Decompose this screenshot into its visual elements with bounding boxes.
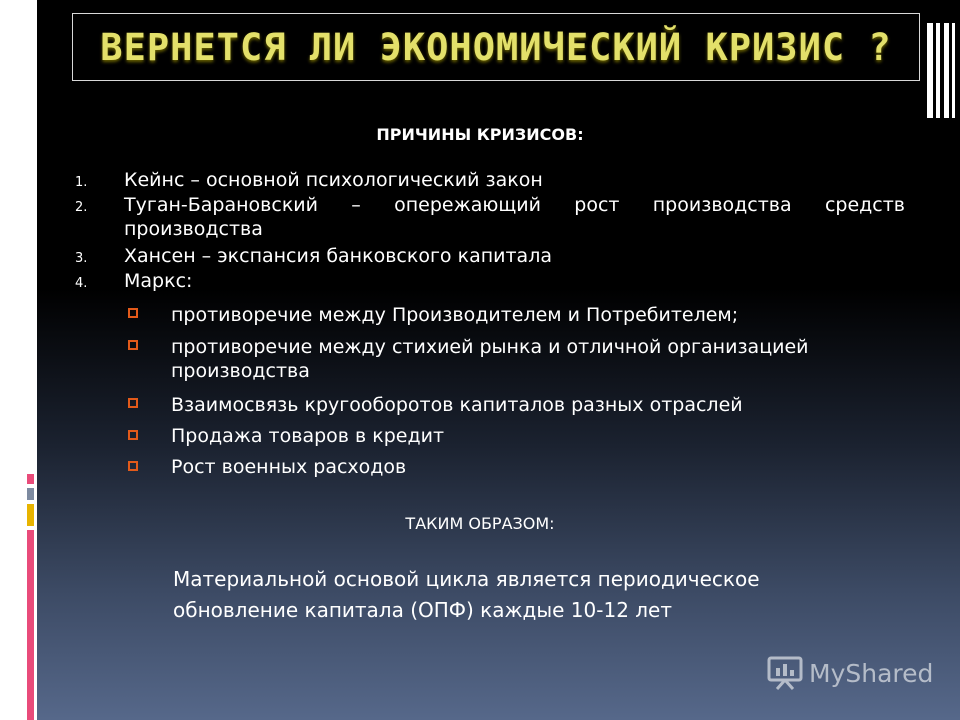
bullet-item: Продажа товаров в кредит [171,425,445,447]
title-frame [72,13,920,81]
list-item: Маркс: [124,270,193,292]
right-decor-bars [927,23,960,118]
list-number: 1. [75,175,88,190]
bullet-item: Рост военных расходов [171,456,407,478]
slide-title: ВЕРНЕТСЯ ЛИ ЭКОНОМИЧЕСКИЙ КРИЗИС ? [100,26,892,69]
conclusion-heading: ТАКИМ ОБРАЗОМ: [405,514,555,533]
watermark-text: MyShared [809,658,934,688]
conclusion-line: Материальной основой цикла является периодическое [173,567,760,591]
list-number: 2. [75,200,88,215]
bullet-item: противоречие между стихией рынка и отличной организацией производства [171,336,809,382]
square-bullet-icon [128,308,138,318]
causes-heading: ПРИЧИНЫ КРИЗИСОВ: [376,125,584,144]
left-decor-strip [0,0,37,720]
list-number: 3. [75,251,88,266]
list-item: Хансен – экспансия банковского капитала [124,245,552,267]
square-bullet-icon [128,340,138,350]
square-bullet-icon [128,398,138,408]
bullet-item: Взаимосвязь кругооборотов капиталов разных отраслей [171,394,743,416]
bullet-item: противоречие между Производителем и Потребителем; [171,304,739,326]
presentation-board-icon [767,656,803,690]
square-bullet-icon [128,430,138,440]
conclusion-line: обновление капитала (ОПФ) каждые 10-12 лет [173,598,673,622]
list-number: 4. [75,276,88,291]
watermark [767,656,933,690]
list-item: Кейнс – основной психологический закон [124,169,543,191]
square-bullet-icon [128,461,138,471]
list-item: Туган-Барановский – опережающий рост производства средств производства [124,194,905,240]
